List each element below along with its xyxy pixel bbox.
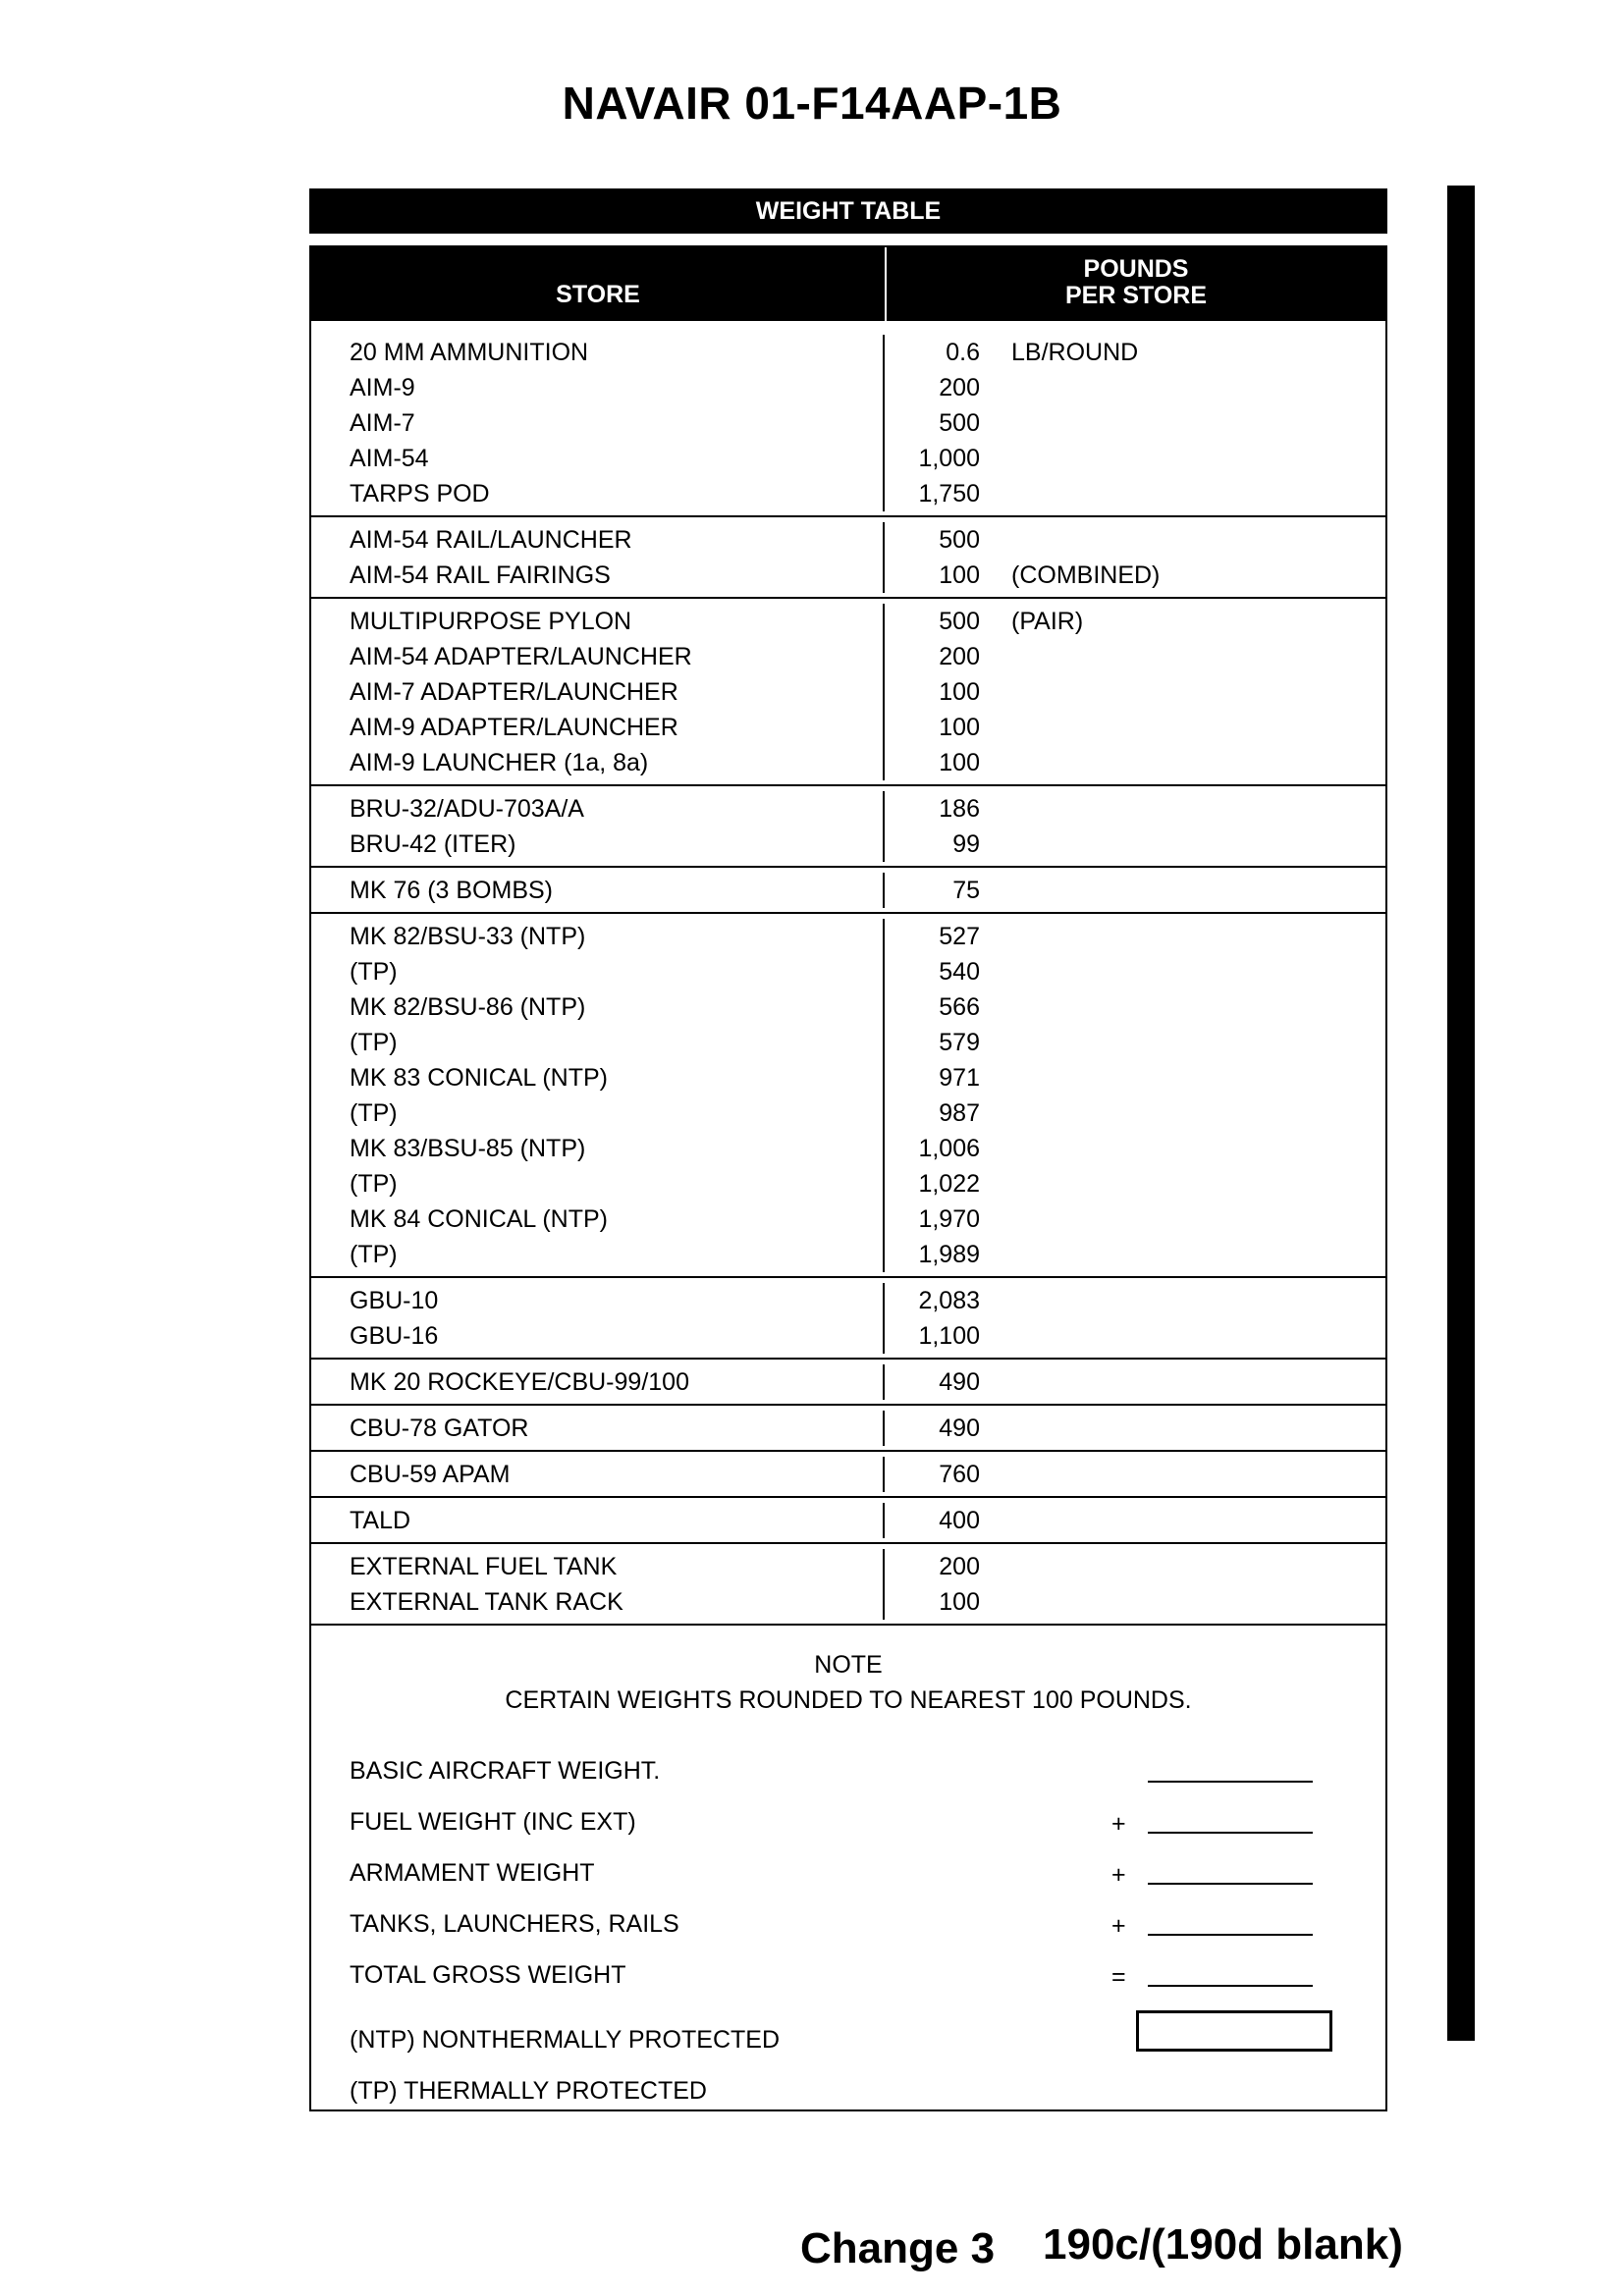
weight-entry (885, 1283, 1385, 1318)
store-name: 20 MM AMMUNITION (350, 339, 589, 366)
weight-entry (885, 1025, 1385, 1060)
table-row-group (311, 1496, 1385, 1542)
weight-value: 500 (939, 608, 980, 635)
store-name: MK 83/BSU‑85 (NTP) (350, 1135, 586, 1162)
total-box (1136, 2010, 1332, 2052)
weight-value: 1,000 (918, 445, 980, 472)
table-header (311, 247, 1385, 321)
weight-entry (885, 791, 1385, 827)
table-box (309, 245, 1387, 2111)
weight-entry (885, 873, 1385, 908)
weight-column (885, 1503, 1385, 1538)
weight-entry (885, 1060, 1385, 1095)
calc-label: ARMAMENT WEIGHT (350, 1859, 595, 1887)
weight-entry (885, 1095, 1385, 1131)
column-header-store: STORE (556, 281, 640, 308)
page-footer (0, 2220, 1624, 2279)
weight-value: 75 (952, 877, 980, 904)
table-row-group (311, 866, 1385, 912)
weight-value: 200 (939, 374, 980, 401)
weight-value: 500 (939, 409, 980, 437)
weight-calculation (350, 1753, 1385, 2124)
weight-value: 100 (939, 561, 980, 589)
store-column (311, 873, 885, 908)
weight-entry (885, 674, 1385, 710)
weight-value: 0.6 (946, 339, 980, 366)
weight-note: LB/ROUND (1011, 339, 1139, 366)
table-row-group (311, 1542, 1385, 1624)
calc-line (350, 1804, 1385, 1855)
weight-entry (885, 335, 1385, 370)
calc-operator: + (1111, 1912, 1126, 1940)
legend-text: (TP) THERMALLY PROTECTED (350, 2077, 707, 2105)
weight-column (885, 1411, 1385, 1446)
store-column (311, 1549, 885, 1620)
weight-entry (885, 745, 1385, 780)
store-name: BRU‑32/ADU‑703A/A (350, 795, 584, 823)
weight-entry (885, 989, 1385, 1025)
legend-line (350, 2022, 1385, 2073)
document-title: NAVAIR 01-F14AAP-1B (562, 78, 1062, 129)
weight-entry (885, 1364, 1385, 1400)
weight-entry (885, 1584, 1385, 1620)
change-number: Change 3 (800, 2224, 996, 2272)
weight-value: 540 (939, 958, 980, 986)
calc-line (350, 1906, 1385, 1957)
weight-entry (885, 1411, 1385, 1446)
weight-value: 490 (939, 1415, 980, 1442)
column-header-weight-line2: PER STORE (1064, 282, 1208, 309)
store-name: CBU‑59 APAM (350, 1461, 511, 1488)
weight-note: (COMBINED) (1011, 561, 1161, 589)
weight-value: 1,006 (918, 1135, 980, 1162)
note-title: NOTE (814, 1651, 883, 1679)
weight-value: 99 (952, 830, 980, 858)
weight-value: 100 (939, 678, 980, 706)
calc-label: TOTAL GROSS WEIGHT (350, 1961, 626, 1989)
store-name: CBU‑78 GATOR (350, 1415, 529, 1442)
table-row-group (311, 515, 1385, 597)
weight-entry (885, 710, 1385, 745)
weight-entry (885, 1131, 1385, 1166)
page-number: 190c/(190d blank) (1043, 2220, 1403, 2269)
weight-value: 1,100 (918, 1322, 980, 1350)
weight-entry (885, 827, 1385, 862)
calc-label: TANKS, LAUNCHERS, RAILS (350, 1910, 679, 1938)
weight-value: 200 (939, 643, 980, 670)
store-name: AIM‑9 (350, 374, 415, 401)
store-name: AIM‑9 LAUNCHER (1a, 8a) (350, 749, 649, 776)
weight-value: 987 (939, 1099, 980, 1127)
store-name: GBU‑16 (350, 1322, 439, 1350)
weight-value: 100 (939, 749, 980, 776)
weight-entry (885, 370, 1385, 405)
weight-entry (885, 558, 1385, 593)
store-name: BRU‑42 (ITER) (350, 830, 516, 858)
store-name: TALD (350, 1507, 411, 1534)
store-name: EXTERNAL FUEL TANK (350, 1553, 618, 1580)
table-row-group (311, 1358, 1385, 1404)
store-column (311, 1503, 885, 1538)
weight-column (885, 1364, 1385, 1400)
store-column (311, 335, 885, 511)
store-name: EXTERNAL TANK RACK (350, 1588, 623, 1616)
weight-entry (885, 1166, 1385, 1201)
calc-label: FUEL WEIGHT (INC EXT) (350, 1808, 636, 1836)
weight-value: 2,083 (918, 1287, 980, 1314)
store-name: GBU‑10 (350, 1287, 439, 1314)
weight-entry (885, 441, 1385, 476)
weight-value: 100 (939, 714, 980, 741)
weight-entry (885, 954, 1385, 989)
store-name: AIM‑54 RAIL/LAUNCHER (350, 526, 632, 554)
store-column (311, 1364, 885, 1400)
store-name: MK 83 CONICAL (NTP) (350, 1064, 609, 1092)
store-name: MK 82/BSU‑33 (NTP) (350, 923, 586, 950)
table-row-group (311, 1450, 1385, 1496)
store-name: AIM‑7 (350, 409, 415, 437)
table-row-group (311, 912, 1385, 1276)
column-header-weight (885, 247, 1385, 321)
store-name: (TP) (350, 1099, 398, 1127)
store-name: AIM‑54 (350, 445, 429, 472)
weight-entry (885, 919, 1385, 954)
table-title: WEIGHT TABLE (755, 196, 942, 225)
table-row-group (311, 321, 1385, 515)
weight-entry (885, 1549, 1385, 1584)
store-column (311, 522, 885, 593)
weight-value: 200 (939, 1553, 980, 1580)
note-section (311, 1624, 1385, 2109)
weight-value: 400 (939, 1507, 980, 1534)
calc-line (350, 1855, 1385, 1906)
calc-blank-line (1148, 1781, 1313, 1783)
calc-line (350, 1957, 1385, 2008)
weight-column (885, 522, 1385, 593)
weight-value: 500 (939, 526, 980, 554)
weight-column (885, 873, 1385, 908)
weight-column (885, 1549, 1385, 1620)
store-name: MULTIPURPOSE PYLON (350, 608, 632, 635)
calc-blank-line (1148, 1832, 1313, 1834)
weight-entry (885, 1503, 1385, 1538)
weight-value: 1,989 (918, 1241, 980, 1268)
calc-label: BASIC AIRCRAFT WEIGHT. (350, 1757, 661, 1785)
weight-entry (885, 1318, 1385, 1354)
store-name: AIM‑54 ADAPTER/LAUNCHER (350, 643, 692, 670)
weight-column (885, 335, 1385, 511)
weight-value: 971 (939, 1064, 980, 1092)
store-name: MK 20 ROCKEYE/CBU‑99/100 (350, 1368, 689, 1396)
weight-entry (885, 476, 1385, 511)
table-title-bar (309, 188, 1387, 234)
store-name: (TP) (350, 1241, 398, 1268)
weight-entry (885, 405, 1385, 441)
calc-blank-line (1148, 1985, 1313, 1987)
weight-column (885, 791, 1385, 862)
change-bar (1447, 186, 1475, 2041)
calc-line (350, 1753, 1385, 1804)
weight-value: 566 (939, 993, 980, 1021)
weight-value: 579 (939, 1029, 980, 1056)
store-column (311, 1283, 885, 1354)
weight-entry (885, 522, 1385, 558)
weight-value: 1,970 (918, 1205, 980, 1233)
store-name: AIM‑54 RAIL FAIRINGS (350, 561, 611, 589)
calc-operator: + (1111, 1810, 1126, 1838)
weight-column (885, 919, 1385, 1272)
store-name: AIM‑9 ADAPTER/LAUNCHER (350, 714, 678, 741)
store-name: MK 82/BSU‑86 (NTP) (350, 993, 586, 1021)
store-name: MK 84 CONICAL (NTP) (350, 1205, 609, 1233)
weight-entry (885, 1237, 1385, 1272)
weight-column (885, 1457, 1385, 1492)
store-column (311, 1457, 885, 1492)
weight-value: 490 (939, 1368, 980, 1396)
table-row-group (311, 597, 1385, 784)
weight-entry (885, 604, 1385, 639)
store-name: (TP) (350, 1170, 398, 1198)
calc-blank-line (1148, 1934, 1313, 1936)
weight-value: 527 (939, 923, 980, 950)
table-body (311, 321, 1385, 1624)
table-row-group (311, 784, 1385, 866)
store-column (311, 919, 885, 1272)
legend-text: (NTP) NONTHERMALLY PROTECTED (350, 2026, 781, 2054)
weight-note: (PAIR) (1011, 608, 1084, 635)
store-column (311, 1411, 885, 1446)
weight-value: 186 (939, 795, 980, 823)
weight-value: 760 (939, 1461, 980, 1488)
weight-table (309, 188, 1387, 2111)
weight-column (885, 604, 1385, 780)
store-name: (TP) (350, 1029, 398, 1056)
weight-value: 1,750 (918, 480, 980, 507)
store-name: AIM‑7 ADAPTER/LAUNCHER (350, 678, 678, 706)
table-row-group (311, 1276, 1385, 1358)
store-name: (TP) (350, 958, 398, 986)
weight-entry (885, 639, 1385, 674)
note-text: CERTAIN WEIGHTS ROUNDED TO NEAREST 100 POUNDS. (505, 1686, 1192, 1714)
weight-column (885, 1283, 1385, 1354)
weight-entry (885, 1201, 1385, 1237)
weight-value: 100 (939, 1588, 980, 1616)
legend-line (350, 2073, 1385, 2124)
store-name: MK 76 (3 BOMBS) (350, 877, 553, 904)
weight-entry (885, 1457, 1385, 1492)
calc-operator: + (1111, 1861, 1126, 1889)
store-column (311, 604, 885, 780)
store-column (311, 791, 885, 862)
calc-operator: = (1111, 1963, 1126, 1991)
column-header-weight-line1: POUNDS (1083, 255, 1189, 283)
table-row-group (311, 1404, 1385, 1450)
calc-blank-line (1148, 1883, 1313, 1885)
weight-value: 1,022 (918, 1170, 980, 1198)
store-name: TARPS POD (350, 480, 490, 507)
